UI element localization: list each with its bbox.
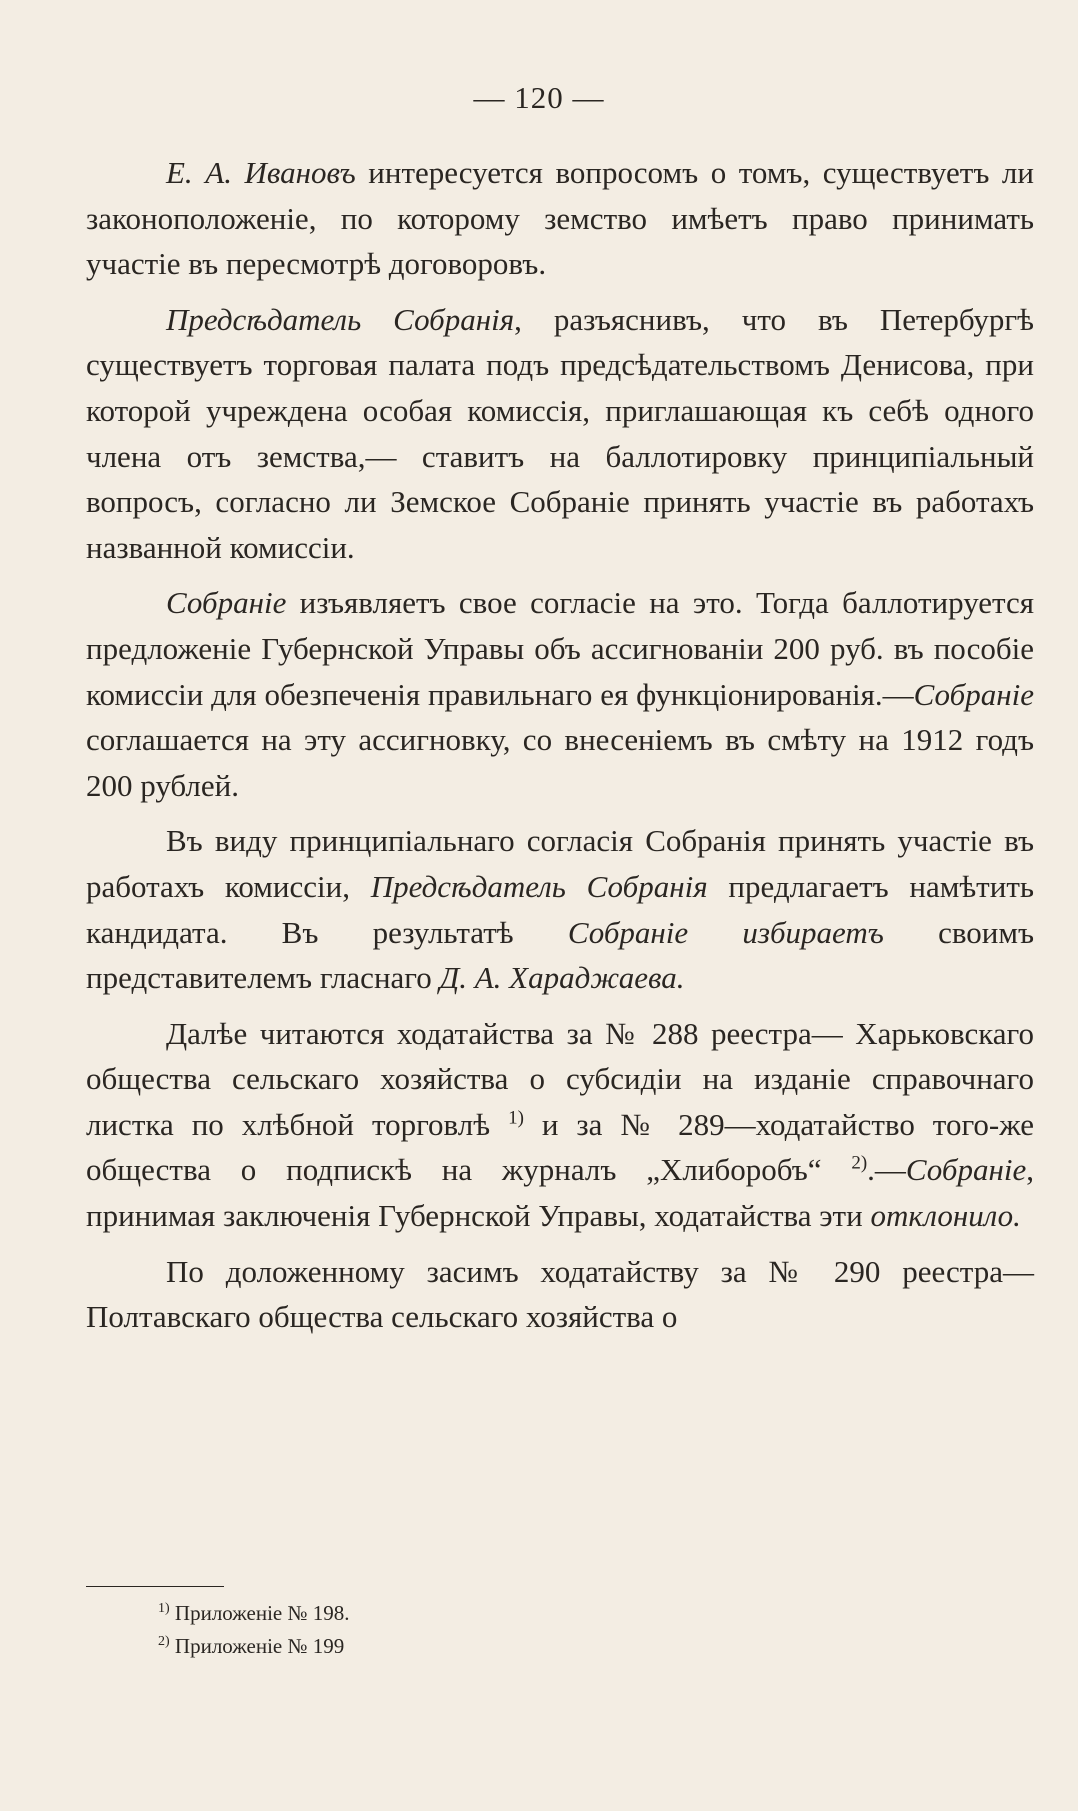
text-run: , принимая заключенія Губернской Управы, ходатайства эти (86, 1152, 1034, 1234)
text-run: По доложенному засимъ ходатайству за № 290 реестра—Полтавскаго общества сельскаго хозяйства о (86, 1253, 1034, 1335)
text-run: .— (867, 1152, 906, 1188)
italic-text: отклонило. (870, 1198, 1021, 1234)
text-run: своимъ представителемъ гласнаго (86, 914, 1035, 996)
footnote-reference: 1) (508, 1107, 524, 1129)
body-text (86, 150, 1034, 1350)
text-run: предлагаетъ намѣтить кандидата. Въ результатѣ (86, 868, 1035, 950)
footnote-reference: 2) (851, 1153, 868, 1175)
text-run: Въ виду принципіальнаго согласія Собранія принять участіе въ работахъ комиссіи, (86, 823, 1034, 904)
footnote-mark: 1) (158, 1601, 170, 1616)
paragraph (86, 580, 1034, 808)
text-run: соглашается на эту ассигновку, со внесеніемъ въ смѣту на 1912 годъ 200 рублей. (86, 722, 1034, 803)
paragraph (86, 297, 1034, 571)
italic-text: Е. А. Ивановъ (166, 155, 356, 190)
italic-text: Собраніе избираетъ (567, 914, 884, 950)
text-run: и за № 289—ходатайство того-же общества о подпискѣ на журналъ „Хлиборобъ“ (86, 1106, 1034, 1188)
italic-text: Предсѣдатель Собранія (166, 301, 515, 337)
text-run: интересуется вопросомъ о томъ, существуетъ ли законоположеніе, по которому земство имѣетъ право принимать участіе въ пересмотрѣ договоровъ. (86, 155, 1034, 282)
footnote-divider (86, 1586, 224, 1587)
paragraph (86, 150, 1034, 287)
footnote (158, 1597, 350, 1630)
footnote-text: Приложеніе № 199 (174, 1634, 345, 1658)
text-run: , разъяснивъ, что въ Петербургѣ существуетъ торговая палата подъ предсѣдательствомъ Денисова, при которой учреждена особая комиссія, приглашающая къ себѣ одного члена отъ земства,— ставитъ на баллотировку принципіальный вопросъ, согласно ли Земское Собраніе принять участіе въ работахъ названной комиссіи. (86, 301, 1034, 565)
italic-text: Предсѣдатель Собранія (370, 868, 708, 904)
text-run: изъявляетъ свое согласіе на это. Тогда баллотируется предложеніе Губернской Управы объ ассигнованіи 200 руб. въ пособіе комиссіи для обезпеченія правильнаго ея функціонированія.— (86, 585, 1034, 712)
footnotes (158, 1597, 350, 1663)
paragraph (86, 1249, 1034, 1340)
italic-text: Собраніе (905, 1152, 1027, 1188)
footnote (158, 1630, 350, 1663)
footnote-text: Приложеніе № 198. (174, 1601, 350, 1625)
paragraph (86, 818, 1034, 1000)
italic-text: Д. А. Хараджаева. (439, 960, 685, 996)
text-run: Далѣе читаются ходатайства за № 288 реестра— Харьковскаго общества сельскаго хозяйства о субсидіи на изданіе справочнаго листка по хлѣбной торговлѣ (86, 1015, 1034, 1142)
italic-text: Собраніе (166, 585, 287, 621)
paragraph (86, 1011, 1034, 1239)
footnote-mark: 2) (158, 1634, 170, 1649)
italic-text: Собраніе (913, 676, 1034, 712)
page-number: — 120 — (473, 80, 605, 115)
